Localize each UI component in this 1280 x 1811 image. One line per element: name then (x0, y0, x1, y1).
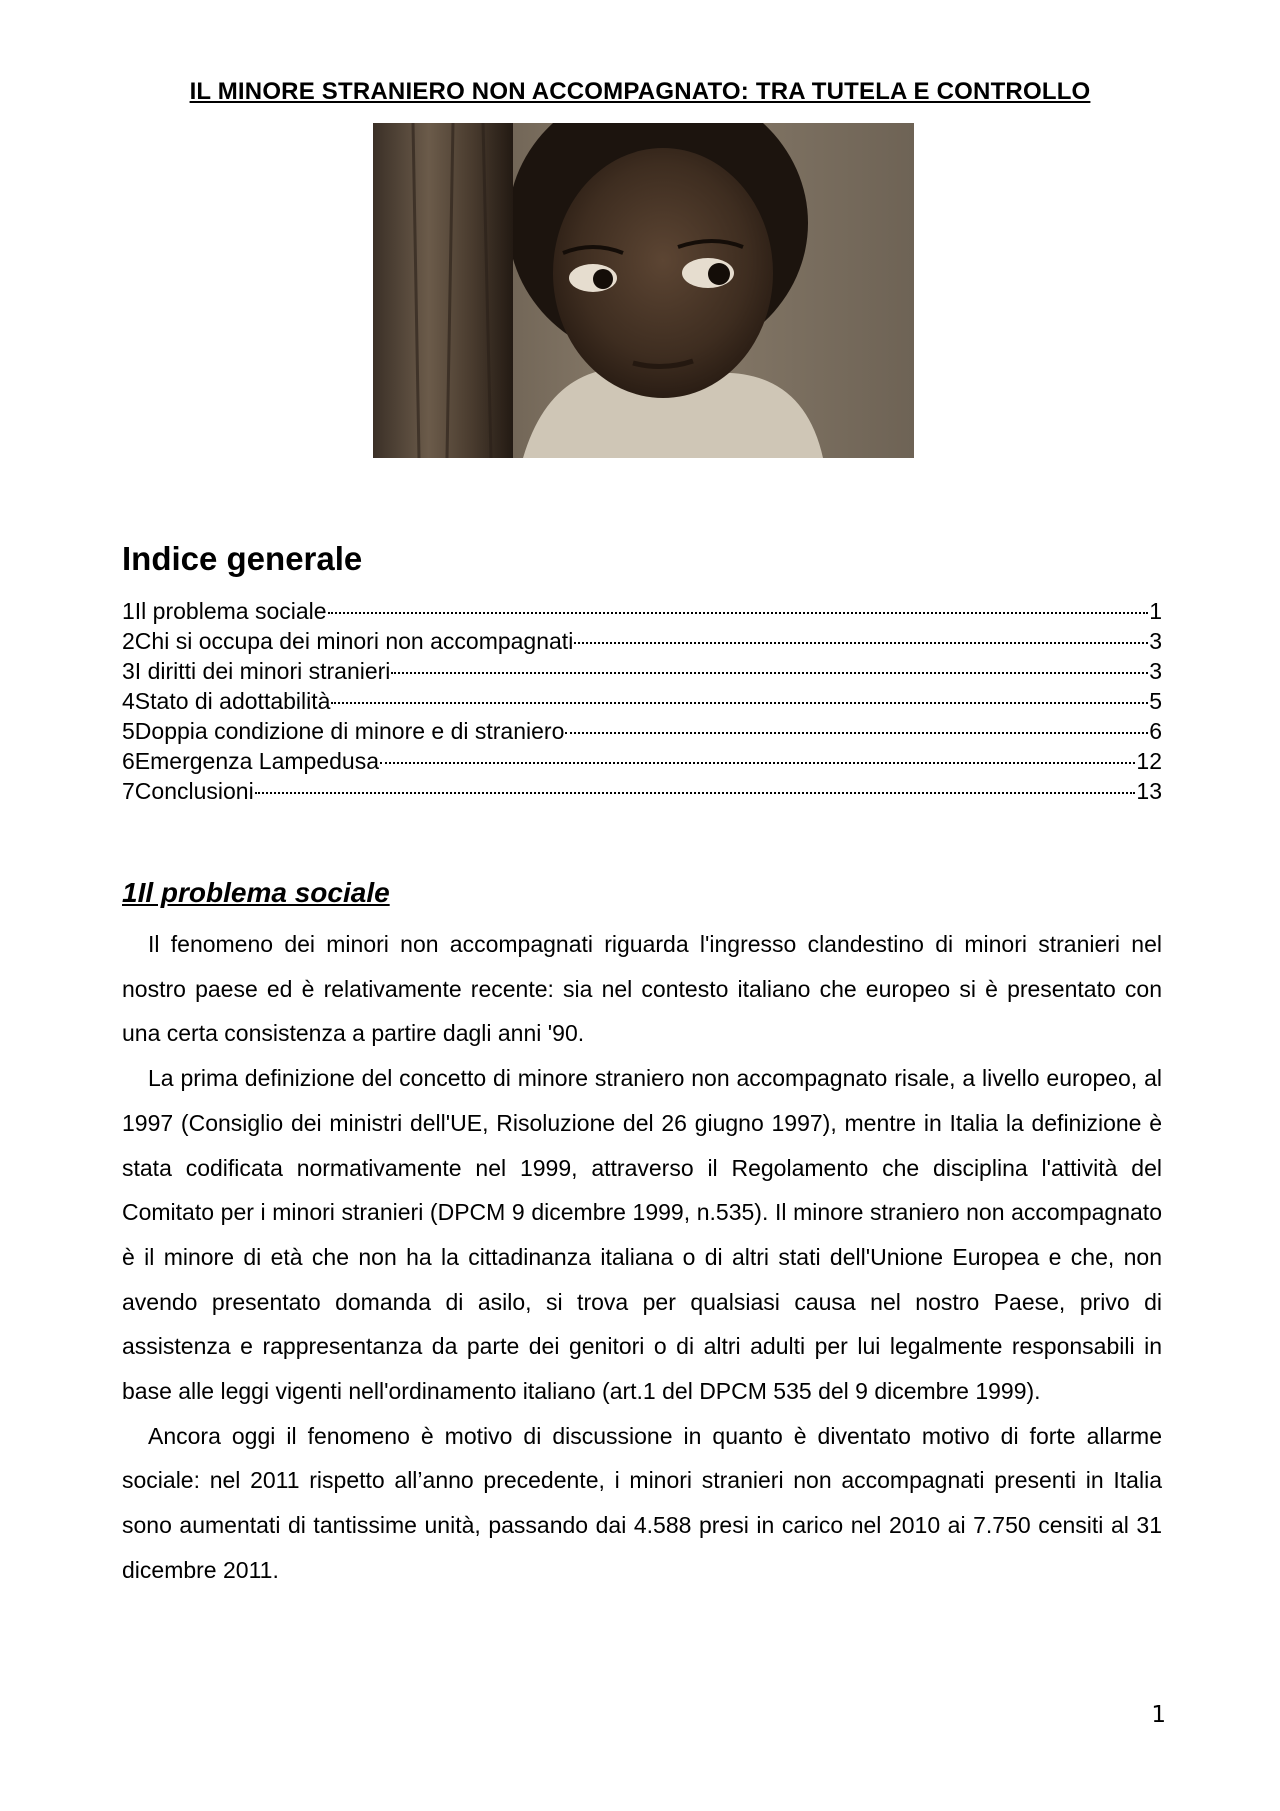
body-paragraph: Il fenomeno dei minori non accompagnati riguarda l'ingresso clandestino di minori stranieri nel nostro paese ed è relativamente recente: sia nel contesto italiano che europeo si è presentato con una certa consistenza a partire dagli anni '90. (122, 931, 1162, 1047)
toc-leader-dots (328, 612, 1149, 614)
section-body (122, 922, 1162, 1593)
table-of-contents (122, 596, 1162, 806)
toc-leader-dots (391, 672, 1148, 674)
toc-leader-dots (380, 762, 1135, 764)
toc-entry-label: 7Conclusioni (122, 778, 254, 804)
toc-entry[interactable] (122, 776, 1162, 806)
cover-photo (373, 123, 914, 458)
toc-entry-label: 2Chi si occupa dei minori non accompagnati (122, 628, 574, 654)
toc-entry-page: 12 (1136, 748, 1162, 774)
toc-entry[interactable] (122, 626, 1162, 656)
toc-entry-page: 5 (1149, 688, 1162, 714)
toc-entry-label: 5Doppia condizione di minore e di straniero (122, 718, 565, 744)
toc-entry-label: 4Stato di adottabilità (122, 688, 331, 714)
body-paragraph: La prima definizione del concetto di minore straniero non accompagnato risale, a livello europeo, al 1997 (Consiglio dei ministri dell'UE, Risoluzione del 26 giugno 1997), mentre in Italia la definizione è stata codificata normativamente nel 1999, attraverso il Regolamento che disciplina l'attività del Comitato per i minori stranieri (DPCM 9 dicembre 1999, n.535). Il minore straniero non accompagnato è il minore di età che non ha la cittadinanza italiana o di altri stati dell'Unione Europea e che, non avendo presentato domanda di asilo, si trova per qualsiasi causa nel nostro Paese, privo di assistenza e rappresentanza da parte dei genitori o di altri adulti per lui legalmente responsabili in base alle leggi vigenti nell'ordinamento italiano (art.1 del DPCM 535 del 9 dicembre 1999). (122, 1065, 1162, 1405)
toc-heading: Indice generale (122, 540, 363, 577)
toc-entry-page: 3 (1149, 628, 1162, 654)
toc-leader-dots (331, 702, 1148, 704)
toc-entry[interactable] (122, 686, 1162, 716)
toc-entry-page: 1 (1149, 598, 1162, 624)
body-paragraph: Ancora oggi il fenomeno è motivo di discussione in quanto è diventato motivo di forte allarme sociale: nel 2011 rispetto all’anno precedente, i minori stranieri non accompagnati presenti in Italia sono aumentati di tantissime unità, passando dai 4.588 presi in carico nel 2010 ai 7.750 censiti al 31 dicembre 2011. (122, 1422, 1162, 1583)
toc-entry-page: 3 (1149, 658, 1162, 684)
page-number: 1 (1151, 1702, 1166, 1728)
section-heading: 1Il problema sociale (122, 877, 390, 908)
toc-entry-label: 3I diritti dei minori stranieri (122, 658, 391, 684)
toc-leader-dots (255, 792, 1136, 794)
toc-entry-page: 13 (1136, 778, 1162, 804)
toc-entry-label: 6Emergenza Lampedusa (122, 748, 379, 774)
toc-leader-dots (565, 732, 1148, 734)
toc-entry[interactable] (122, 746, 1162, 776)
toc-entry[interactable] (122, 656, 1162, 686)
toc-entry[interactable] (122, 716, 1162, 746)
toc-entry-label: 1Il problema sociale (122, 598, 327, 624)
toc-entry[interactable] (122, 596, 1162, 626)
toc-leader-dots (574, 642, 1148, 644)
toc-entry-page: 6 (1149, 718, 1162, 744)
document-title: IL MINORE STRANIERO NON ACCOMPAGNATO: TRA TUTELA E CONTROLLO (189, 78, 1091, 105)
